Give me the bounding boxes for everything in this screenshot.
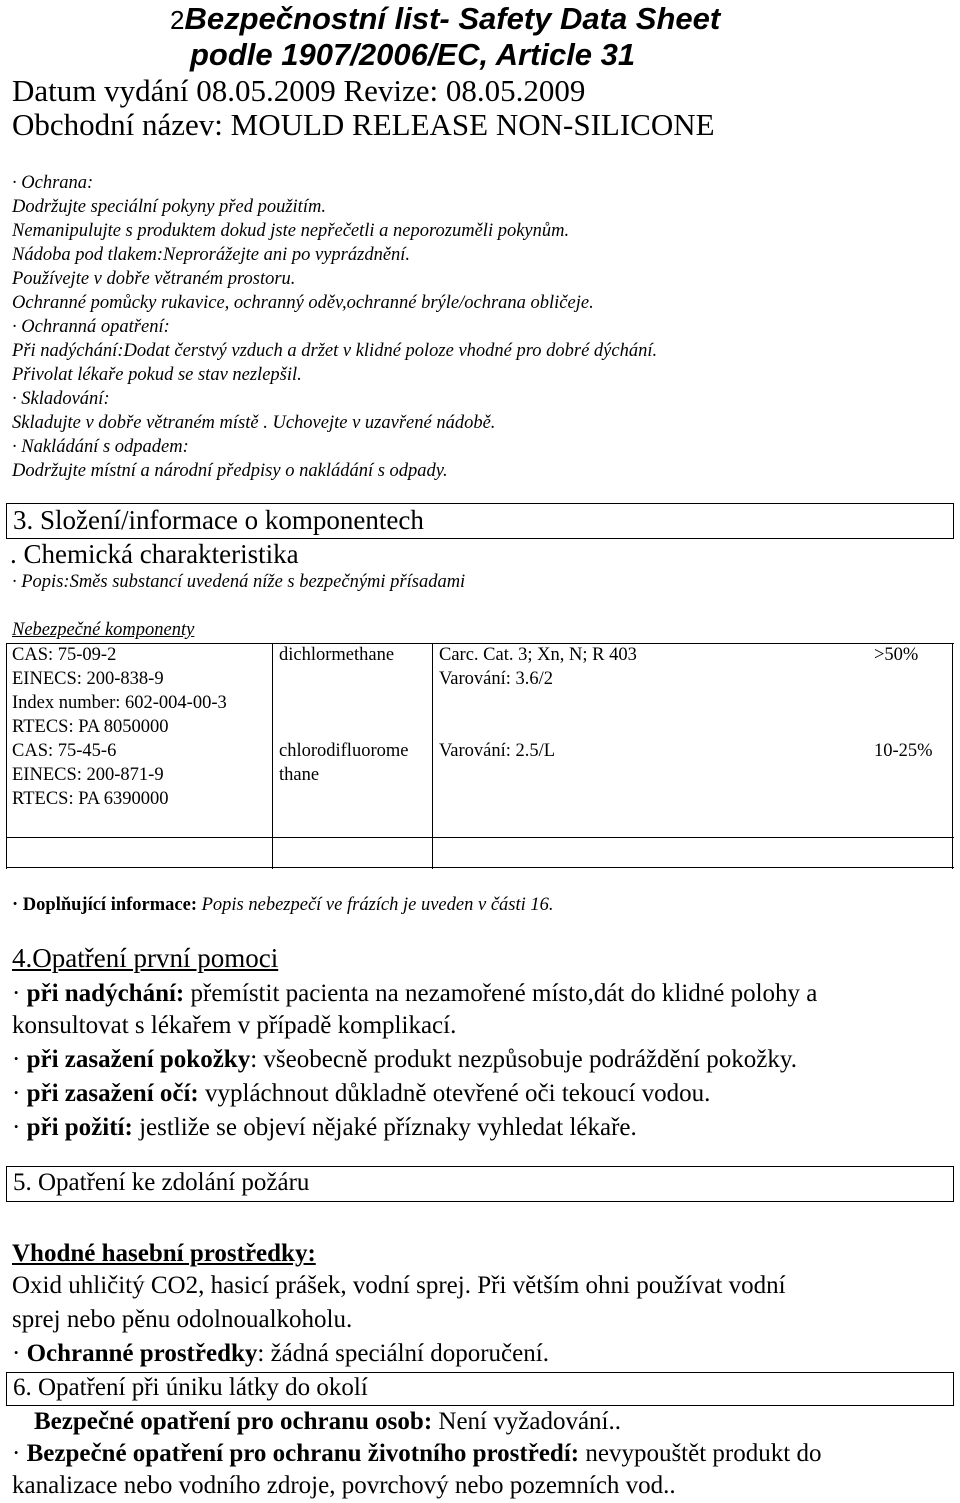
section6-heading: 6. Opatření při úniku látky do okolí bbox=[6, 1372, 954, 1406]
sec4-item-4-text: jestliže se objeví nějaké příznaky vyhledat lékaře. bbox=[132, 1114, 637, 1141]
components-label: Nebezpečné komponenty bbox=[12, 620, 195, 640]
table-border-mid bbox=[6, 837, 954, 838]
components-table bbox=[6, 643, 954, 869]
component-2-class-0: Varování: 2.5/L bbox=[439, 741, 556, 761]
component-1-class-1: Varování: 3.6/2 bbox=[439, 669, 554, 689]
component-1-name: dichlormethane bbox=[279, 645, 395, 665]
sec4-item-3 bbox=[12, 1078, 710, 1110]
table-border-bottom bbox=[6, 867, 954, 868]
bullet: · bbox=[12, 980, 27, 1007]
protective-equipment-line bbox=[12, 1338, 549, 1370]
sec4-item-3-label: při zasažení očí: bbox=[26, 1080, 199, 1107]
extra-info-line bbox=[12, 893, 554, 917]
component-1-id-1: EINECS: 200-838-9 bbox=[12, 669, 164, 689]
component-2-name-1: thane bbox=[279, 765, 320, 785]
popis-label: · Popis: bbox=[12, 572, 70, 592]
section5-heading: 5. Opatření ke zdolání požáru bbox=[6, 1166, 954, 1202]
component-1-id-2: Index number: 602-004-00-3 bbox=[12, 693, 227, 713]
bullet: · bbox=[12, 1046, 27, 1073]
component-2-id-1: EINECS: 200-871-9 bbox=[12, 765, 164, 785]
bullet: · bbox=[12, 1080, 27, 1107]
bullet: · bbox=[12, 1340, 27, 1367]
sec2-line-9: · Skladování: bbox=[12, 389, 110, 409]
sec4-item-1: konsultovat s lékařem v případě komplikací. bbox=[12, 1012, 457, 1039]
sec4-item-4 bbox=[12, 1112, 637, 1144]
sec2-line-6: · Ochranná opatření: bbox=[12, 317, 170, 337]
sec2-line-4: Používejte v dobře větraném prostoru. bbox=[12, 269, 296, 289]
sec2-line-7: Při nadýchání:Dodat čerstvý vzduch a držet v klidné poloze vhodné pro dobré dýchání. bbox=[12, 341, 658, 361]
component-2-id-2: RTECS: PA 6390000 bbox=[12, 789, 169, 809]
sec2-line-10: Skladujte v dobře větraném místě . Uchovejte v uzavřené nádobě. bbox=[12, 413, 496, 433]
fire-media-line-2: sprej nebo pěnu odolnoualkoholu. bbox=[12, 1306, 353, 1333]
component-2-concentration: 10-25% bbox=[874, 741, 933, 761]
issue-date: Datum vydání 08.05.2009 Revize: 08.05.2009 bbox=[12, 73, 586, 108]
protective-text: : žádná speciální doporučení. bbox=[257, 1340, 549, 1367]
sec2-line-3: Nádoba pod tlakem:Neprorážejte ani po vyprázdnění. bbox=[12, 245, 411, 265]
chem-heading: . Chemická charakteristika bbox=[10, 539, 299, 569]
personal-protection-line bbox=[34, 1406, 621, 1438]
component-2-name-0: chlorodifluorome bbox=[279, 741, 409, 761]
component-1-id-3: RTECS: PA 8050000 bbox=[12, 717, 169, 737]
section4-heading: 4.Opatření první pomoci bbox=[12, 943, 279, 973]
sec4-item-2 bbox=[12, 1044, 797, 1076]
sec4-item-0-label: při nadýchání: bbox=[26, 980, 185, 1007]
fire-media-label bbox=[12, 1238, 316, 1270]
personal-text: Není vyžadování.. bbox=[432, 1408, 621, 1435]
sec2-line-8: Přivolat lékaře pokud se stav nezlepšil. bbox=[12, 365, 302, 385]
sec4-item-2-text: : všeobecně produkt nezpůsobuje podráždění pokožky. bbox=[250, 1046, 798, 1073]
env-text: nevypouštět produkt do bbox=[579, 1440, 822, 1467]
personal-label: Bezpečné opatření pro ochranu osob: bbox=[34, 1408, 433, 1435]
sec4-item-0-text: přemístit pacienta na nezamořené místo,dát do klidné polohy a bbox=[184, 980, 818, 1007]
sec4-item-2-label: při zasažení pokožky bbox=[26, 1046, 251, 1073]
sec2-line-0: · Ochrana: bbox=[12, 173, 94, 193]
title-text: Bezpečnostní list- Safety Data Sheet bbox=[184, 1, 721, 36]
bullet: · bbox=[12, 1114, 27, 1141]
table-border-right bbox=[952, 643, 953, 869]
sec4-item-0 bbox=[12, 978, 817, 1010]
sec2-line-5: Ochranné pomůcky rukavice, ochranný oděv,ochranné brýle/ochrana obličeje. bbox=[12, 293, 594, 313]
sec4-item-4-label: při požití: bbox=[26, 1114, 133, 1141]
fire-media-label-text: Vhodné hasební prostředky: bbox=[12, 1240, 316, 1267]
section3-heading: 3. Složení/informace o komponentech bbox=[6, 503, 954, 539]
protective-label: Ochranné prostředky bbox=[26, 1340, 258, 1367]
table-col-divider-1 bbox=[272, 643, 273, 869]
extra-info-text: Popis nebezpečí ve frázích je uveden v části 16. bbox=[196, 895, 554, 915]
sec2-line-12: Dodržujte místní a národní předpisy o nakládání s odpady. bbox=[12, 461, 448, 481]
title-line-1 bbox=[170, 2, 720, 37]
table-border-left bbox=[6, 643, 7, 869]
component-2-id-0: CAS: 75-45-6 bbox=[12, 741, 117, 761]
component-1-id-0: CAS: 75-09-2 bbox=[12, 645, 117, 665]
component-1-class-0: Carc. Cat. 3; Xn, N; R 403 bbox=[439, 645, 637, 665]
sec2-line-1: Dodržujte speciální pokyny před použitím. bbox=[12, 197, 326, 217]
sec2-line-2: Nemanipulujte s produktem dokud jste nepřečetli a neporozuměli pokynům. bbox=[12, 221, 570, 241]
sec4-item-3-text: vypláchnout důkladně otevřené oči tekoucí vodou. bbox=[198, 1080, 711, 1107]
popis-text: Směs substancí uvedená níže s bezpečnými přísadami bbox=[69, 572, 466, 592]
sec2-line-11: · Nakládání s odpadem: bbox=[12, 437, 189, 457]
env-label: Bezpečné opatření pro ochranu životního prostředí: bbox=[26, 1440, 580, 1467]
fire-media-line-1: Oxid uhličitý CO2, hasicí prášek, vodní sprej. Při větším ohni používat vodní bbox=[12, 1272, 786, 1299]
popis-line bbox=[12, 570, 465, 594]
extra-info-label: · Doplňující informace: bbox=[12, 895, 197, 915]
bullet: · bbox=[12, 1440, 27, 1467]
env-protection-line bbox=[12, 1438, 821, 1470]
page-number: 2 bbox=[170, 5, 185, 35]
table-col-divider-2 bbox=[432, 643, 433, 869]
component-1-concentration: >50% bbox=[874, 645, 919, 665]
product-name: Obchodní název: MOULD RELEASE NON-SILICONE bbox=[12, 107, 715, 142]
title-line-2: podle 1907/2006/EC, Article 31 bbox=[190, 37, 636, 72]
env-protection-line-2: kanalizace nebo vodního zdroje, povrchový nebo pozemních vod.. bbox=[12, 1472, 676, 1499]
